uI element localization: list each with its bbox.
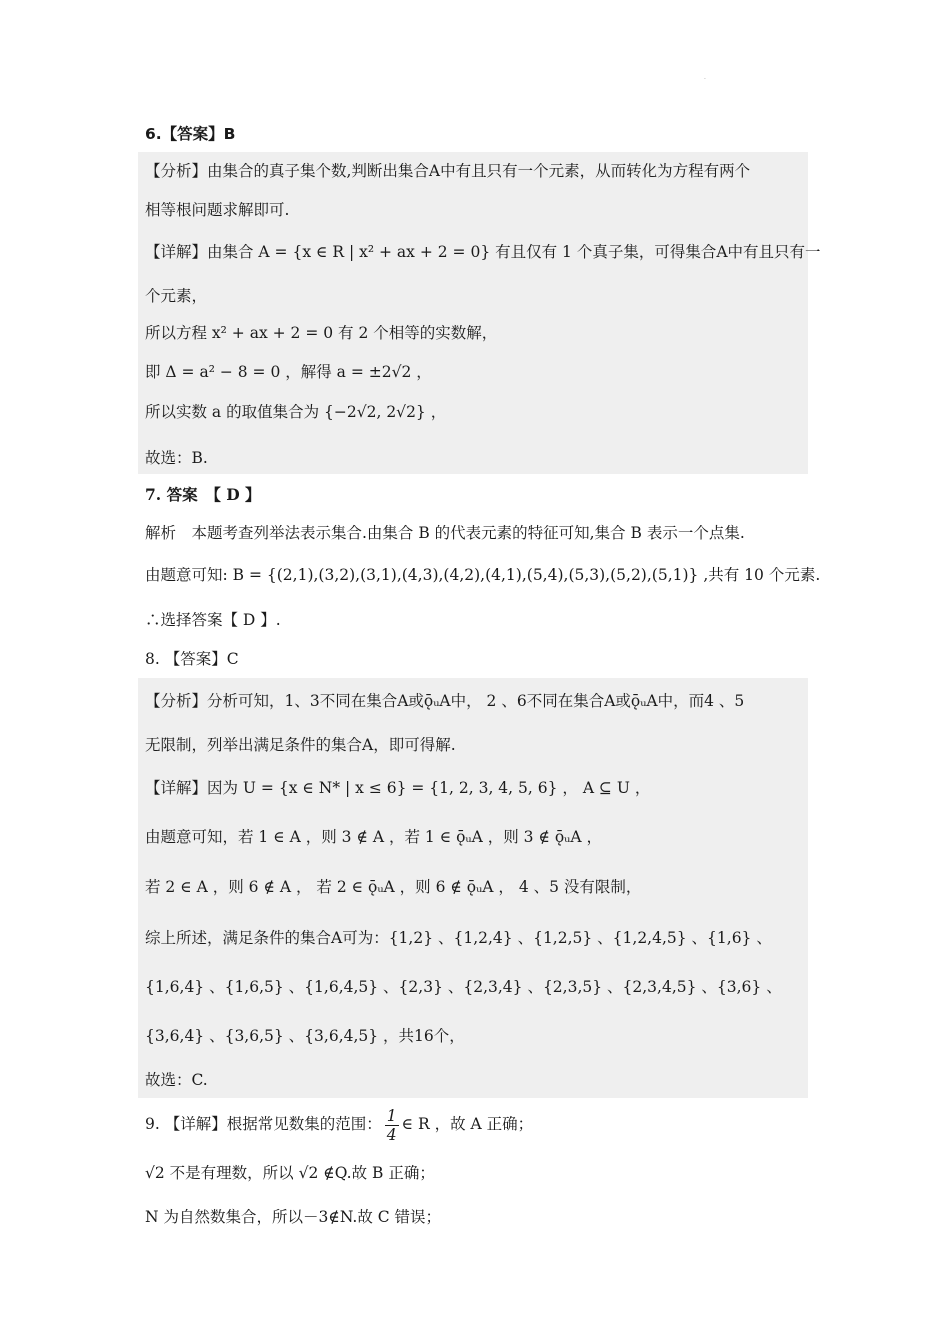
- fraction-one-quarter: [385, 1107, 399, 1144]
- q8-analysis-line1: 【分析】分析可知，1、3不同在集合A或ǭᵤA中， 2 、6不同在集合A或ǭᵤA中，而4 、5: [145, 692, 745, 710]
- q8-detail-line6: {3,6,4} 、{3,6,5} 、{3,6,4,5} ，共16个，: [145, 1027, 465, 1045]
- q9-detail-line1: [145, 1104, 533, 1144]
- q6-conclusion: 故选：B.: [145, 449, 208, 467]
- page-marker: ·: [704, 76, 706, 83]
- q6-detail-line5: 所以实数 a 的取值集合为 {−2√2, 2√2} ，: [145, 403, 447, 421]
- q8-conclusion: 故选：C.: [145, 1071, 208, 1089]
- q6-detail-line3: 所以方程 x² + ax + 2 = 0 有 2 个相等的实数解，: [145, 324, 498, 342]
- q8-detail-line5: {1,6,4} 、{1,6,5} 、{1,6,4,5} 、{2,3} 、{2,3,4} 、{2,3,5} 、{2,3,4,5} 、{3,6} 、: [145, 978, 782, 996]
- q7-conclusion: ∴选择答案【 D 】.: [145, 611, 281, 629]
- q8-detail-line4: 综上所述，满足条件的集合A可为：{1,2} 、{1,2,4} 、{1,2,5} 、{1,2,4,5} 、{1,6} 、: [145, 929, 772, 947]
- q7-analysis: 解析 本题考查列举法表示集合.由集合 B 的代表元素的特征可知,集合 B 表示一个点集.: [145, 524, 745, 542]
- q8-analysis-line2: 无限制，列举出满足条件的集合A，即可得解.: [145, 736, 456, 754]
- q7-detail: 由题意可知: B = {(2,1),(3,2),(3,1),(4,3),(4,2),(4,1),(5,4),(5,3),(5,2),(5,1)} ,共有 10 个元素.: [145, 566, 821, 584]
- q6-analysis-line2: 相等根问题求解即可.: [145, 201, 290, 219]
- fraction-numerator: 1: [386, 1106, 397, 1125]
- q9-claim-a: ∈ R ，故 A 正确；: [401, 1115, 534, 1133]
- q6-detail-line1: 【详解】由集合 A = {x ∈ R | x² + ax + 2 = 0} 有且仅有 1 个真子集，可得集合A中有且只有一: [145, 243, 821, 261]
- q8-detail-line1: 【详解】因为 U = {x ∈ N* | x ≤ 6} = {1, 2, 3, 4, 5, 6} ， A ⊆ U ，: [145, 779, 651, 797]
- q9-detail-line2: √2 不是有理数，所以 √2 ∉Q.故 B 正确；: [145, 1164, 435, 1182]
- q6-detail-line4: 即 Δ = a² − 8 = 0 ，解得 a = ±2√2 ，: [145, 363, 432, 381]
- q9-intro-text: 9. 【详解】根据常见数集的范围：: [145, 1115, 382, 1133]
- q6-detail-line2: 个元素，: [145, 287, 208, 305]
- q6-analysis-line1: 【分析】由集合的真子集个数,判断出集合A中有且只有一个元素，从而转化为方程有两个: [145, 162, 751, 180]
- q6-answer: 6.【答案】B: [145, 125, 236, 143]
- q9-detail-line3: N 为自然数集合，所以－3∉N.故 C 错误；: [145, 1208, 442, 1226]
- fraction-denominator: 4: [386, 1125, 397, 1144]
- q7-answer: 7. 答案 【 D 】: [145, 485, 261, 504]
- q8-detail-line2: 由题意可知，若 1 ∈ A ，则 3 ∉ A ，若 1 ∈ ǭᵤA ，则 3 ∉ ǭᵤA ，: [145, 828, 602, 846]
- q8-detail-line3: 若 2 ∈ A ，则 6 ∉ A ， 若 2 ∈ ǭᵤA ，则 6 ∉ ǭᵤA ， 4 、5 没有限制，: [145, 878, 642, 896]
- q8-answer: 8. 【答案】C: [145, 650, 239, 668]
